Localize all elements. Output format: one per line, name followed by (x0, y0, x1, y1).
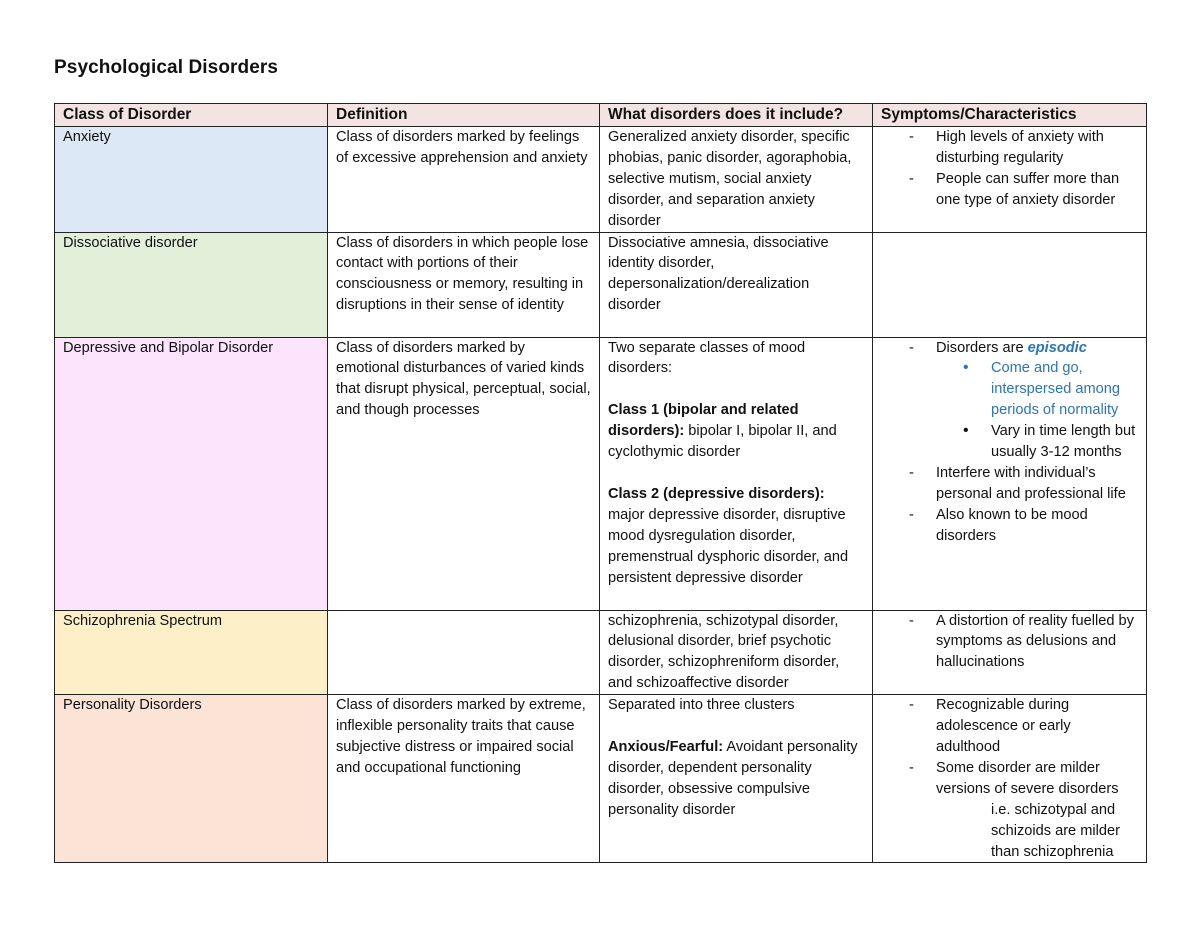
header-class: Class of Disorder (55, 104, 328, 127)
episodic-word: episodic (1027, 339, 1087, 356)
class-cell: Dissociative disorder (55, 232, 328, 337)
symptoms-cell (873, 337, 1147, 610)
class2-text: major depressive disorder, disruptive mood dysregulation disorder, premenstrual dysphoric disorder, and persistent depressive disorder (608, 506, 849, 586)
includes-cell: Dissociative amnesia, dissociative identity disorder, depersonalization/derealization disorder (600, 232, 873, 337)
symptom-item: - High levels of anxiety with disturbing regularity (881, 127, 1138, 169)
symptom-item: - Recognizable during adolescence or early adulthood (881, 695, 1138, 758)
includes-class2 (608, 484, 864, 589)
includes-intro: Separated into three clusters (608, 697, 795, 714)
includes-cluster (608, 737, 864, 821)
definition-cell: Class of disorders marked by emotional disturbances of varied kinds that disrupt physical, perceptual, social, and though processes (328, 337, 600, 610)
includes-cell: Generalized anxiety disorder, specific phobias, panic disorder, agoraphobia, selective mutism, social anxiety disorder, and separation anxiety disorder (600, 127, 873, 233)
symptoms-cell (873, 610, 1147, 695)
definition-cell: Class of disorders marked by feelings of excessive apprehension and anxiety (328, 127, 600, 233)
symptom-item (881, 338, 1138, 463)
cluster-text: Avoidant personality disorder, dependent personality disorder, obsessive compulsive personality disorder (608, 739, 858, 818)
class2-label: Class 2 (depressive disorders): (608, 486, 825, 503)
class-cell: Depressive and Bipolar Disorder (55, 337, 328, 610)
symptom-item: - Interfere with individual’s personal and professional life (881, 463, 1138, 505)
definition-cell: Class of disorders in which people lose contact with portions of their consciousness or memory, resulting in disruptions in their sense of identity (328, 232, 600, 337)
document-title: Psychological Disorders (54, 57, 279, 78)
class-cell: Schizophrenia Spectrum (55, 610, 328, 695)
class1-label: Class 1 (bipolar and related disorders): (608, 402, 799, 440)
class1-text: bipolar I, bipolar II, and cyclothymic disorder (608, 423, 837, 461)
includes-cell (600, 695, 873, 863)
header-symptoms: Symptoms/Characteristics (873, 104, 1147, 127)
symptom-item: - A distortion of reality fuelled by symptoms as delusions and hallucinations (881, 611, 1138, 674)
includes-cell (600, 337, 873, 610)
header-includes: What disorders does it include? (600, 104, 873, 127)
disorders-table (54, 103, 1147, 863)
symptoms-cell (873, 695, 1147, 863)
symptom-subitem: • Vary in time length but usually 3-12 months (936, 421, 1138, 463)
table-header-row (55, 104, 1147, 127)
table-row (55, 695, 1147, 863)
class-cell: Personality Disorders (55, 695, 328, 863)
symptom-note: i.e. schizotypal and schizoids are milder than schizophrenia (991, 801, 1120, 860)
header-definition: Definition (328, 104, 600, 127)
symptom-item: - Also known to be mood disorders (881, 505, 1138, 547)
symptoms-cell (873, 127, 1147, 233)
table-row (55, 610, 1147, 695)
definition-cell (328, 610, 600, 695)
includes-class1 (608, 400, 864, 463)
table-row (55, 337, 1147, 610)
symptoms-cell (873, 232, 1147, 337)
table-row (55, 127, 1147, 233)
class-cell: Anxiety (55, 127, 328, 233)
symptom-item: - Some disorder are milder versions of severe disorders (881, 758, 1138, 800)
definition-cell: Class of disorders marked by extreme, inflexible personality traits that cause subjective distress or impaired social and occupational functioning (328, 695, 600, 863)
table-row (55, 232, 1147, 337)
episodic-prefix: Disorders are (936, 339, 1028, 356)
includes-intro: Two separate classes of mood disorders: (608, 339, 806, 377)
cluster-label: Anxious/Fearful: (608, 739, 724, 756)
symptom-subitem: • Come and go, interspersed among periods of normality (936, 358, 1138, 421)
symptom-item: - People can suffer more than one type of anxiety disorder (881, 169, 1138, 211)
includes-cell: schizophrenia, schizotypal disorder, delusional disorder, brief psychotic disorder, schizophreniform disorder, and schizoaffective disorder (600, 610, 873, 695)
